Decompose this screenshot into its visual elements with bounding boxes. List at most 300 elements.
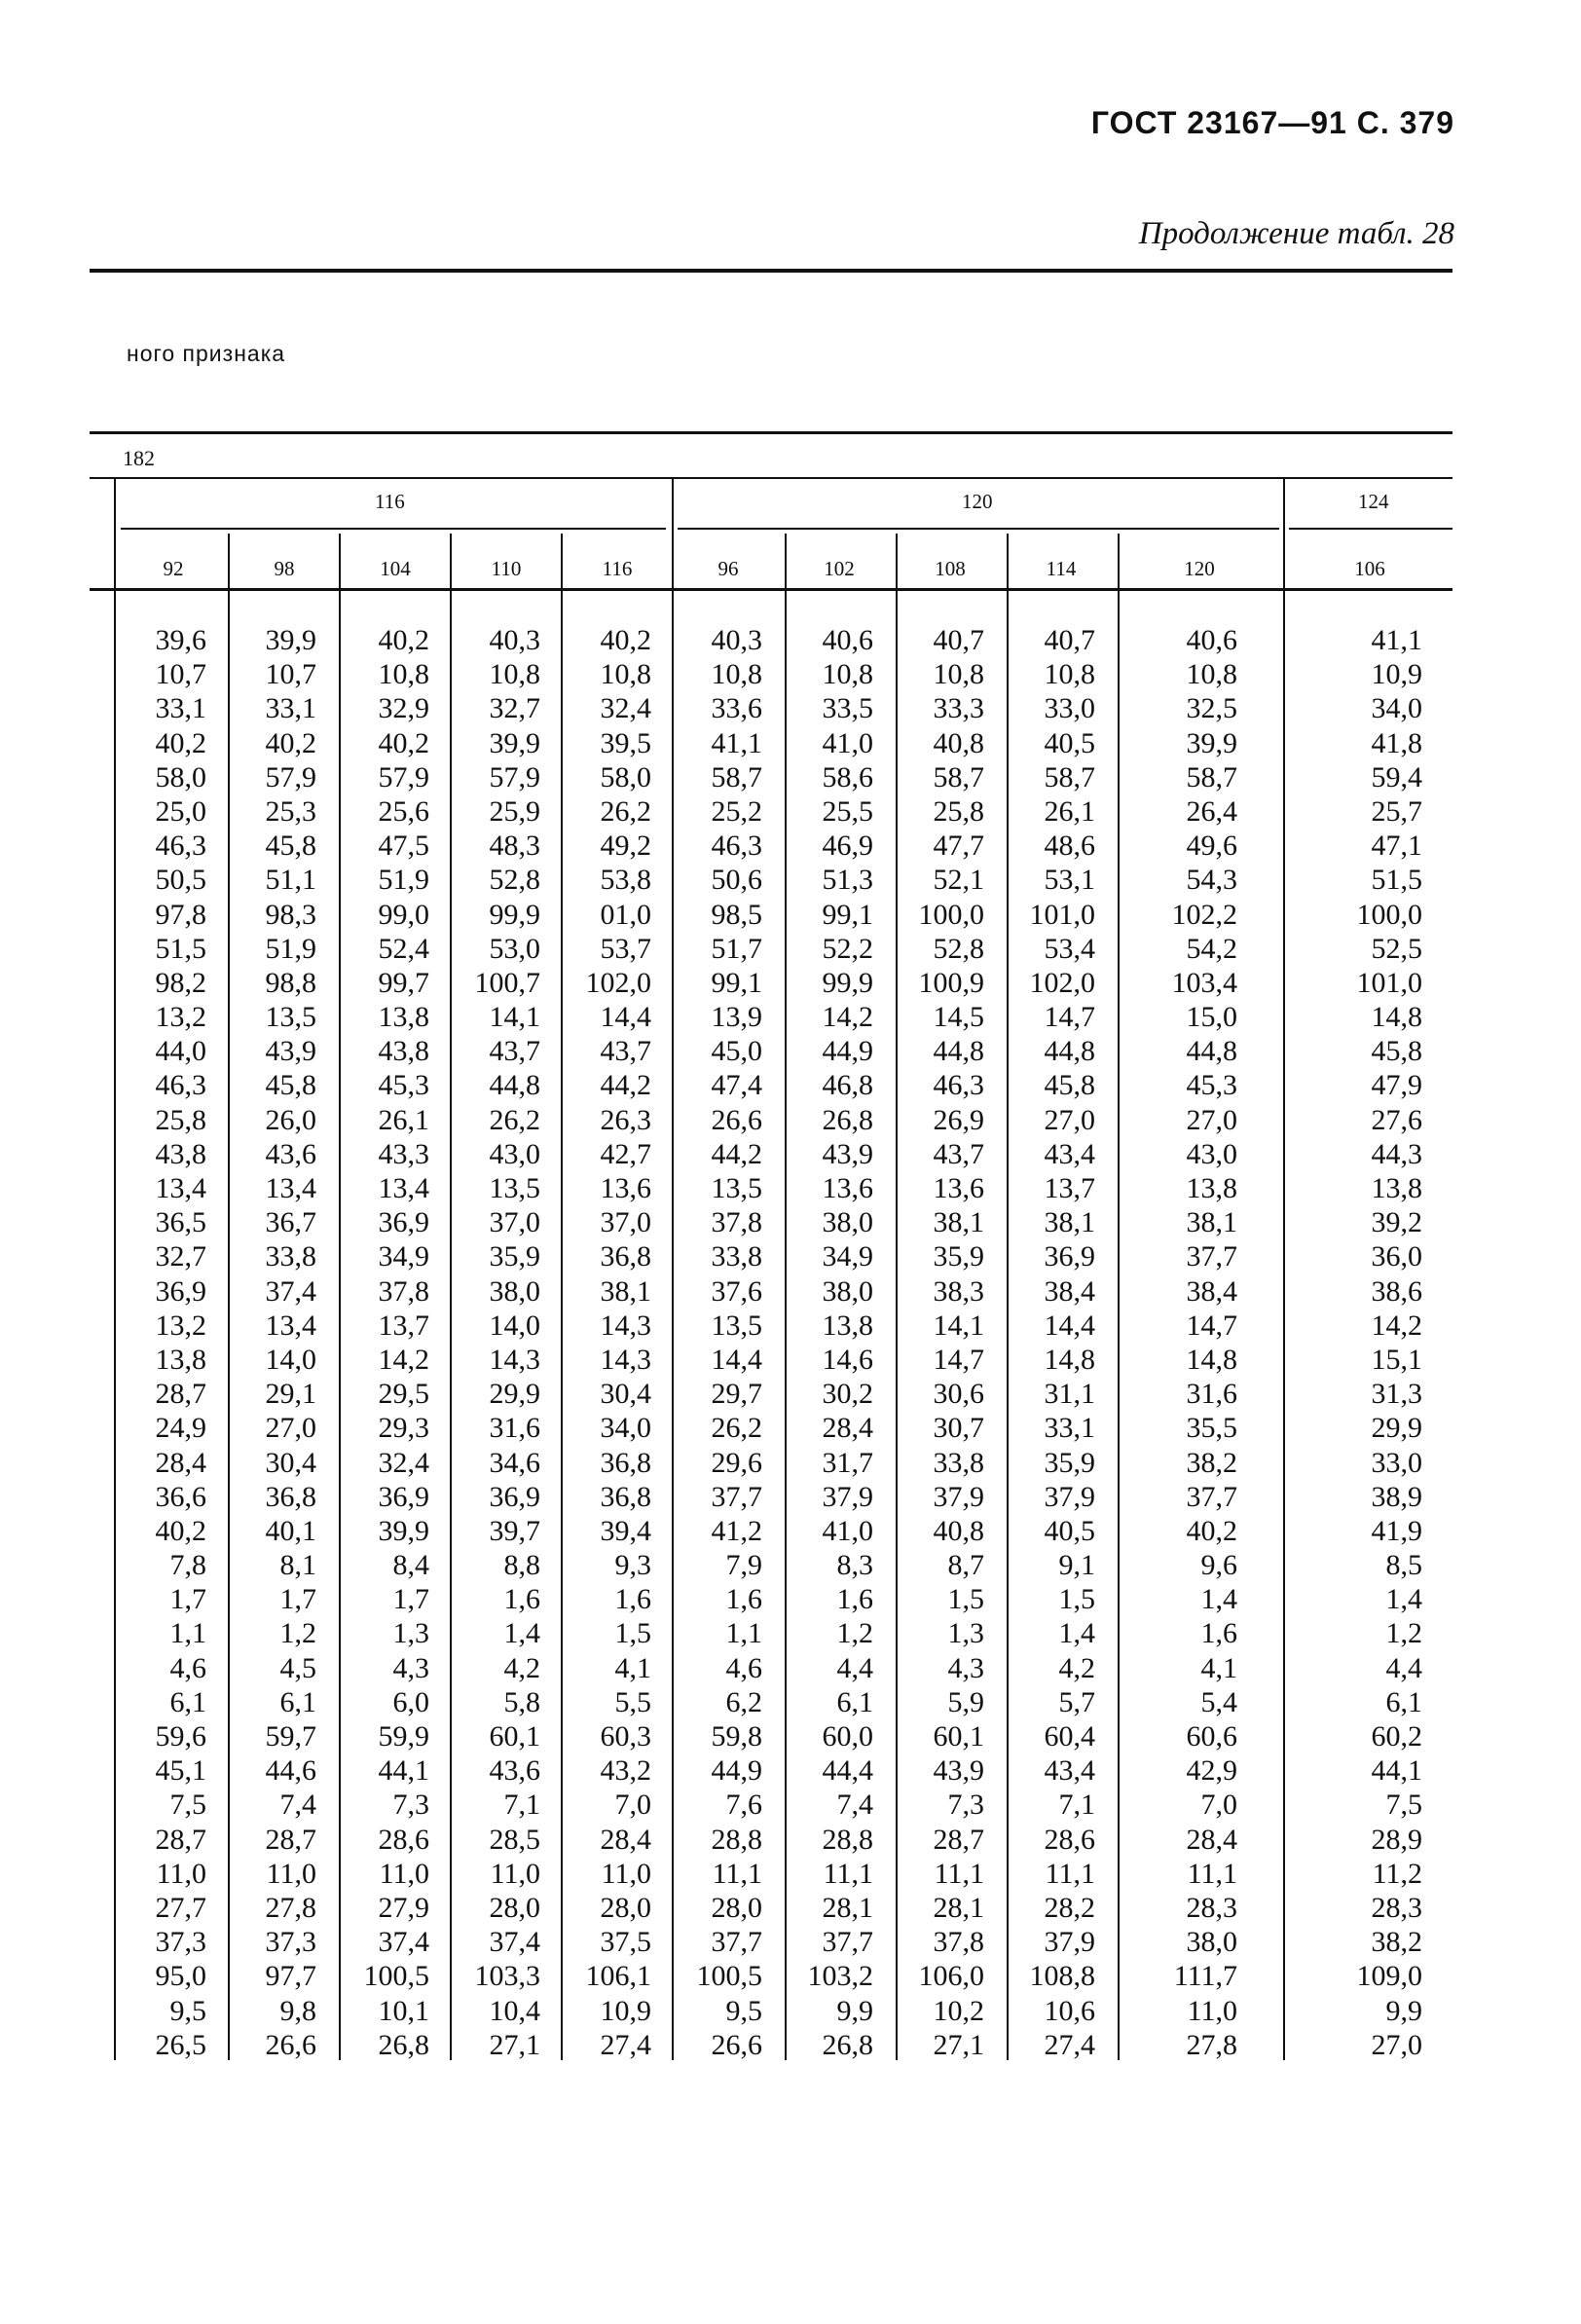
table-cell: 10,9 — [1371, 658, 1422, 691]
table-cell: 47,1 — [1371, 830, 1422, 863]
table-cell: 28,1 — [822, 1891, 873, 1924]
table-cell: 39,9 — [378, 1514, 429, 1547]
table-cell: 13,4 — [378, 1172, 429, 1204]
table-cell: 34,0 — [1371, 692, 1422, 725]
table-cell: 43,7 — [600, 1035, 651, 1068]
table-cell: 99,0 — [378, 898, 429, 931]
table-cell: 4,6 — [725, 1651, 762, 1684]
body-vline — [561, 590, 563, 2060]
table-cell: 44,2 — [600, 1069, 651, 1102]
table-cell: 1,4 — [503, 1617, 540, 1650]
table-cell: 102,2 — [1171, 898, 1237, 931]
column-header: 106 — [1354, 557, 1385, 580]
table-cell: 44,6 — [265, 1754, 316, 1788]
table-cell: 41,0 — [822, 1514, 873, 1547]
table-cell: 14,3 — [489, 1343, 540, 1376]
body-vline — [1007, 590, 1009, 2060]
table-cell: 100,5 — [696, 1960, 762, 1993]
table-cell: 14,8 — [1186, 1343, 1237, 1376]
table-cell: 27,0 — [1371, 2028, 1422, 2061]
table-cell: 15,1 — [1371, 1343, 1422, 1376]
table-cell: 36,9 — [1044, 1240, 1095, 1273]
table-cell: 29,3 — [378, 1412, 429, 1445]
table-cell: 40,3 — [489, 624, 540, 656]
table-cell: 5,4 — [1200, 1685, 1237, 1718]
table-cell: 10,9 — [600, 1994, 651, 2027]
table-cell: 40,5 — [1044, 726, 1095, 759]
header-vline-group2 — [1283, 479, 1285, 588]
table-cell: 41,0 — [822, 726, 873, 759]
table-cell: 43,7 — [489, 1035, 540, 1068]
table-cell: 29,6 — [711, 1446, 762, 1479]
table-cell: 52,5 — [1371, 932, 1422, 965]
table-cell: 111,7 — [1173, 1960, 1237, 1993]
table-cell: 31,6 — [489, 1412, 540, 1445]
table-cell: 1,4 — [1385, 1583, 1422, 1616]
table-cell: 26,1 — [378, 1103, 429, 1136]
table-cell: 52,4 — [378, 932, 429, 965]
document-reference: ГОСТ 23167—91 С. 379 — [1090, 105, 1454, 140]
table-cell: 101,0 — [1029, 898, 1095, 931]
table-cell: 1,7 — [279, 1583, 316, 1616]
table-cell: 6,1 — [836, 1685, 873, 1718]
table-cell: 15,0 — [1186, 1001, 1237, 1034]
table-cell: 29,9 — [489, 1378, 540, 1411]
table-cell: 28,3 — [1371, 1891, 1422, 1924]
table-cell: 28,2 — [1044, 1891, 1095, 1924]
table-cell: 13,6 — [933, 1172, 984, 1204]
column-header: 120 — [1184, 557, 1215, 580]
table-cell: 51,5 — [155, 932, 206, 965]
table-cell: 58,0 — [155, 760, 206, 793]
table-cell: 38,0 — [822, 1206, 873, 1239]
table-cell: 32,5 — [1186, 692, 1237, 725]
table-cell: 43,8 — [378, 1035, 429, 1068]
table-subheading: ного признака — [127, 341, 286, 366]
table-cell: 51,9 — [265, 932, 316, 965]
table-cell: 14,2 — [378, 1343, 429, 1376]
table-cell: 25,6 — [378, 794, 429, 828]
table-cell: 28,0 — [600, 1891, 651, 1924]
table-cell: 43,6 — [265, 1137, 316, 1170]
table-cell: 27,4 — [600, 2028, 651, 2061]
table-cell: 1,4 — [1200, 1583, 1237, 1616]
table-cell: 30,4 — [600, 1378, 651, 1411]
table-cell: 41,8 — [1371, 726, 1422, 759]
header-vline-group1 — [672, 479, 674, 588]
table-cell: 7,0 — [614, 1789, 651, 1822]
table-cell: 52,1 — [933, 864, 984, 897]
table-cell: 102,0 — [585, 966, 651, 999]
table-cell: 43,0 — [1186, 1137, 1237, 1170]
table-cell: 11,1 — [1045, 1857, 1095, 1890]
table-cell: 53,4 — [1044, 932, 1095, 965]
table-cell: 33,8 — [933, 1446, 984, 1479]
table-cell: 40,7 — [1044, 624, 1095, 656]
body-vline — [339, 590, 341, 2060]
table-cell: 37,7 — [1186, 1480, 1237, 1513]
table-cell: 36,8 — [600, 1240, 651, 1273]
column-header: 110 — [491, 557, 522, 580]
table-cell: 36,0 — [1371, 1240, 1422, 1273]
table-cell: 98,2 — [155, 966, 206, 999]
table-cell: 40,8 — [933, 1514, 984, 1547]
table-cell: 43,9 — [265, 1035, 316, 1068]
table-cell: 40,1 — [265, 1514, 316, 1547]
table-cell: 37,8 — [933, 1926, 984, 1959]
table-cell: 13,7 — [1044, 1172, 1095, 1204]
table-cell: 10,7 — [155, 658, 206, 691]
table-cell: 37,7 — [1186, 1240, 1237, 1273]
table-cell: 60,6 — [1186, 1720, 1237, 1752]
table-cell: 109,0 — [1356, 1960, 1422, 1993]
table-cell: 1,6 — [725, 1583, 762, 1616]
table-cell: 32,4 — [378, 1446, 429, 1479]
table-cell: 59,4 — [1371, 760, 1422, 793]
table-cell: 27,0 — [1044, 1103, 1095, 1136]
table-cell: 9,9 — [836, 1994, 873, 2027]
table-cell: 1,6 — [1200, 1617, 1237, 1650]
table-cell: 7,9 — [725, 1549, 762, 1582]
table-caption: Продолжение табл. 28 — [1138, 216, 1454, 251]
table-cell: 13,2 — [155, 1309, 206, 1342]
table-cell: 43,3 — [378, 1137, 429, 1170]
table-cell: 37,0 — [600, 1206, 651, 1239]
table-cell: 35,5 — [1186, 1412, 1237, 1445]
table-cell: 108,8 — [1029, 1960, 1095, 1993]
table-cell: 40,2 — [155, 1514, 206, 1547]
table-cell: 35,9 — [1044, 1446, 1095, 1479]
table-cell: 36,8 — [265, 1480, 316, 1513]
table-cell: 27,1 — [489, 2028, 540, 2061]
table-cell: 38,6 — [1371, 1274, 1422, 1308]
table-cell: 11,0 — [379, 1857, 429, 1890]
table-cell: 59,7 — [265, 1720, 316, 1752]
data-column — [117, 623, 206, 2062]
table-cell: 38,1 — [1186, 1206, 1237, 1239]
table-cell: 6,0 — [392, 1685, 429, 1718]
table-cell: 30,7 — [933, 1412, 984, 1445]
table-cell: 14,4 — [1044, 1309, 1095, 1342]
table-cell: 10,8 — [378, 658, 429, 691]
data-column — [453, 623, 540, 2062]
table-cell: 11,1 — [1187, 1857, 1237, 1890]
table-cell: 4,4 — [1385, 1651, 1422, 1684]
table-cell: 25,5 — [822, 794, 873, 828]
table-cell: 29,1 — [265, 1378, 316, 1411]
column-header: 92 — [163, 557, 184, 580]
table-cell: 41,1 — [711, 726, 762, 759]
table-cell: 26,6 — [711, 2028, 762, 2061]
table-cell: 47,9 — [1371, 1069, 1422, 1102]
table-cell: 50,5 — [155, 864, 206, 897]
table-cell: 14,2 — [822, 1001, 873, 1034]
table-cell: 43,6 — [489, 1754, 540, 1788]
table-cell: 38,0 — [1186, 1926, 1237, 1959]
table-cell: 31,7 — [822, 1446, 873, 1479]
table-cell: 26,5 — [155, 2028, 206, 2061]
table-cell: 46,3 — [155, 830, 206, 863]
table-cell: 57,9 — [378, 760, 429, 793]
table-cell: 13,4 — [265, 1172, 316, 1204]
table-cell: 40,6 — [1186, 624, 1237, 656]
table-cell: 13,8 — [1186, 1172, 1237, 1204]
table-cell: 1,5 — [614, 1617, 651, 1650]
table-cell: 13,8 — [155, 1343, 206, 1376]
table-cell: 45,0 — [711, 1035, 762, 1068]
table-cell: 33,1 — [155, 692, 206, 725]
column-header: 114 — [1046, 557, 1077, 580]
table-cell: 28,9 — [1371, 1823, 1422, 1856]
body-vline — [896, 590, 898, 2060]
table-cell: 40,3 — [711, 624, 762, 656]
table-cell: 14,0 — [489, 1309, 540, 1342]
table-cell: 7,4 — [279, 1789, 316, 1822]
table-cell: 39,5 — [600, 726, 651, 759]
table-cell: 38,2 — [1371, 1926, 1422, 1959]
table-cell: 26,8 — [378, 2028, 429, 2061]
table-cell: 14,7 — [1044, 1001, 1095, 1034]
table-cell: 1,7 — [392, 1583, 429, 1616]
table-cell: 37,6 — [711, 1274, 762, 1308]
table-cell: 99,1 — [711, 966, 762, 999]
group-rule-120 — [678, 528, 1279, 530]
table-cell: 14,7 — [1186, 1309, 1237, 1342]
table-cell: 44,8 — [1044, 1035, 1095, 1068]
data-column — [342, 623, 429, 2062]
table-cell: 44,8 — [1186, 1035, 1237, 1068]
table-cell: 01,0 — [600, 898, 651, 931]
table-cell: 11,1 — [712, 1857, 762, 1890]
table-cell: 59,9 — [378, 1720, 429, 1752]
table-cell: 44,1 — [1371, 1754, 1422, 1788]
table-cell: 7,3 — [392, 1789, 429, 1822]
table-top-border — [90, 431, 1452, 434]
table-cell: 38,1 — [1044, 1206, 1095, 1239]
table-cell: 32,7 — [155, 1240, 206, 1273]
table-cell: 34,0 — [600, 1412, 651, 1445]
table-cell: 38,2 — [1186, 1446, 1237, 1479]
table-cell: 10,7 — [265, 658, 316, 691]
table-cell: 40,2 — [600, 624, 651, 656]
table-cell: 40,8 — [933, 726, 984, 759]
table-cell: 7,5 — [169, 1789, 206, 1822]
table-cell: 42,7 — [600, 1137, 651, 1170]
table-cell: 4,3 — [947, 1651, 984, 1684]
table-cell: 32,4 — [600, 692, 651, 725]
table-cell: 97,7 — [265, 1960, 316, 1993]
table-cell: 4,2 — [1058, 1651, 1095, 1684]
table-cell: 48,6 — [1044, 830, 1095, 863]
table-cell: 42,9 — [1186, 1754, 1237, 1788]
table-cell: 99,9 — [489, 898, 540, 931]
table-cell: 7,1 — [1058, 1789, 1095, 1822]
table-cell: 35,9 — [933, 1240, 984, 1273]
column-header: 96 — [717, 557, 739, 580]
body-vline — [785, 590, 787, 2060]
table-top-label: 182 — [123, 446, 155, 470]
table-cell: 5,5 — [614, 1685, 651, 1718]
table-rule-2 — [90, 477, 1452, 479]
table-cell: 27,8 — [265, 1891, 316, 1924]
table-cell: 33,0 — [1044, 692, 1095, 725]
table-cell: 28,6 — [1044, 1823, 1095, 1856]
table-cell: 51,9 — [378, 864, 429, 897]
table-cell: 36,6 — [155, 1480, 206, 1513]
table-cell: 33,0 — [1371, 1446, 1422, 1479]
table-cell: 100,0 — [918, 898, 984, 931]
table-cell: 6,2 — [725, 1685, 762, 1718]
table-cell: 1,7 — [169, 1583, 206, 1616]
table-cell: 14,3 — [600, 1343, 651, 1376]
body-vline — [672, 590, 674, 2060]
table-cell: 7,3 — [947, 1789, 984, 1822]
table-cell: 25,8 — [933, 794, 984, 828]
table-cell: 11,0 — [1187, 1994, 1237, 2027]
table-cell: 37,8 — [711, 1206, 762, 1239]
table-cell: 28,4 — [822, 1412, 873, 1445]
table-cell: 39,6 — [155, 624, 206, 656]
table-cell: 31,1 — [1044, 1378, 1095, 1411]
body-vline-left — [114, 590, 116, 2060]
table-cell: 26,3 — [600, 1103, 651, 1136]
table-cell: 26,0 — [265, 1103, 316, 1136]
table-cell: 7,1 — [503, 1789, 540, 1822]
table-cell: 28,8 — [822, 1823, 873, 1856]
table-cell: 14,6 — [822, 1343, 873, 1376]
table-cell: 26,8 — [822, 2028, 873, 2061]
table-cell: 4,2 — [503, 1651, 540, 1684]
table-cell: 31,3 — [1371, 1378, 1422, 1411]
table-cell: 28,1 — [933, 1891, 984, 1924]
table-cell: 40,2 — [378, 624, 429, 656]
table-cell: 53,8 — [600, 864, 651, 897]
table-cell: 1,4 — [1058, 1617, 1095, 1650]
table-cell: 45,1 — [155, 1754, 206, 1788]
table-cell: 38,0 — [822, 1274, 873, 1308]
table-cell: 7,8 — [169, 1549, 206, 1582]
table-cell: 103,2 — [807, 1960, 873, 1993]
table-cell: 1,1 — [725, 1617, 762, 1650]
table-cell: 26,2 — [711, 1412, 762, 1445]
table-cell: 60,2 — [1371, 1720, 1422, 1752]
table-cell: 28,4 — [1186, 1823, 1237, 1856]
table-cell: 37,4 — [265, 1274, 316, 1308]
table-cell: 58,7 — [933, 760, 984, 793]
table-cell: 4,1 — [1200, 1651, 1237, 1684]
table-cell: 7,0 — [1200, 1789, 1237, 1822]
table-cell: 37,3 — [155, 1926, 206, 1959]
table-cell: 36,9 — [155, 1274, 206, 1308]
table-cell: 37,4 — [378, 1926, 429, 1959]
body-vline — [450, 590, 452, 2060]
table-cell: 34,6 — [489, 1446, 540, 1479]
table-cell: 25,7 — [1371, 794, 1422, 828]
table-cell: 47,7 — [933, 830, 984, 863]
table-cell: 9,3 — [614, 1549, 651, 1582]
table-cell: 11,1 — [934, 1857, 984, 1890]
table-cell: 37,7 — [711, 1926, 762, 1959]
table-cell: 37,9 — [1044, 1926, 1095, 1959]
table-cell: 5,9 — [947, 1685, 984, 1718]
table-cell: 33,3 — [933, 692, 984, 725]
table-cell: 31,6 — [1186, 1378, 1237, 1411]
table-cell: 41,1 — [1371, 624, 1422, 656]
table-cell: 100,7 — [474, 966, 540, 999]
header-vline — [339, 534, 341, 588]
table-cell: 14,8 — [1044, 1343, 1095, 1376]
group-rule-116 — [121, 528, 666, 530]
table-cell: 28,0 — [711, 1891, 762, 1924]
table-cell: 14,1 — [933, 1309, 984, 1342]
table-cell: 30,6 — [933, 1378, 984, 1411]
table-cell: 58,7 — [711, 760, 762, 793]
table-cell: 13,5 — [711, 1309, 762, 1342]
table-cell: 10,8 — [600, 658, 651, 691]
table-cell: 25,9 — [489, 794, 540, 828]
table-cell: 29,9 — [1371, 1412, 1422, 1445]
table-cell: 28,3 — [1186, 1891, 1237, 1924]
table-cell: 11,0 — [601, 1857, 651, 1890]
table-cell: 1,2 — [279, 1617, 316, 1650]
table-cell: 44,3 — [1371, 1137, 1422, 1170]
table-cell: 13,5 — [489, 1172, 540, 1204]
table-cell: 27,9 — [378, 1891, 429, 1924]
table-cell: 4,6 — [169, 1651, 206, 1684]
table-cell: 37,7 — [822, 1926, 873, 1959]
table-cell: 1,2 — [836, 1617, 873, 1650]
table-cell: 1,1 — [169, 1617, 206, 1650]
table-cell: 58,0 — [600, 760, 651, 793]
table-cell: 9,8 — [279, 1994, 316, 2027]
table-cell: 44,9 — [711, 1754, 762, 1788]
table-cell: 43,9 — [933, 1754, 984, 1788]
table-cell: 47,4 — [711, 1069, 762, 1102]
table-cell: 13,8 — [822, 1309, 873, 1342]
data-column — [1121, 623, 1237, 2062]
column-header: 98 — [274, 557, 295, 580]
table-cell: 100,0 — [1356, 898, 1422, 931]
table-cell: 98,8 — [265, 966, 316, 999]
table-cell: 38,4 — [1044, 1274, 1095, 1308]
table-cell: 8,5 — [1385, 1549, 1422, 1582]
table-cell: 36,9 — [378, 1206, 429, 1239]
table-cell: 44,9 — [822, 1035, 873, 1068]
table-cell: 9,1 — [1058, 1549, 1095, 1582]
table-cell: 40,7 — [933, 624, 984, 656]
table-cell: 35,9 — [489, 1240, 540, 1273]
table-cell: 95,0 — [155, 1960, 206, 1993]
table-cell: 40,2 — [378, 726, 429, 759]
table-cell: 33,5 — [822, 692, 873, 725]
data-column — [564, 623, 651, 2062]
table-cell: 50,6 — [711, 864, 762, 897]
table-cell: 1,6 — [503, 1583, 540, 1616]
table-cell: 5,8 — [503, 1685, 540, 1718]
table-cell: 37,3 — [265, 1926, 316, 1959]
table-cell: 25,0 — [155, 794, 206, 828]
table-cell: 106,0 — [918, 1960, 984, 1993]
table-cell: 10,8 — [1186, 658, 1237, 691]
table-cell: 48,3 — [489, 830, 540, 863]
table-cell: 28,7 — [265, 1823, 316, 1856]
group-header-124: 124 — [1358, 490, 1389, 513]
table-cell: 36,9 — [378, 1480, 429, 1513]
table-cell: 14,3 — [600, 1309, 651, 1342]
table-cell: 46,3 — [933, 1069, 984, 1102]
table-cell: 14,5 — [933, 1001, 984, 1034]
table-cell: 40,2 — [155, 726, 206, 759]
